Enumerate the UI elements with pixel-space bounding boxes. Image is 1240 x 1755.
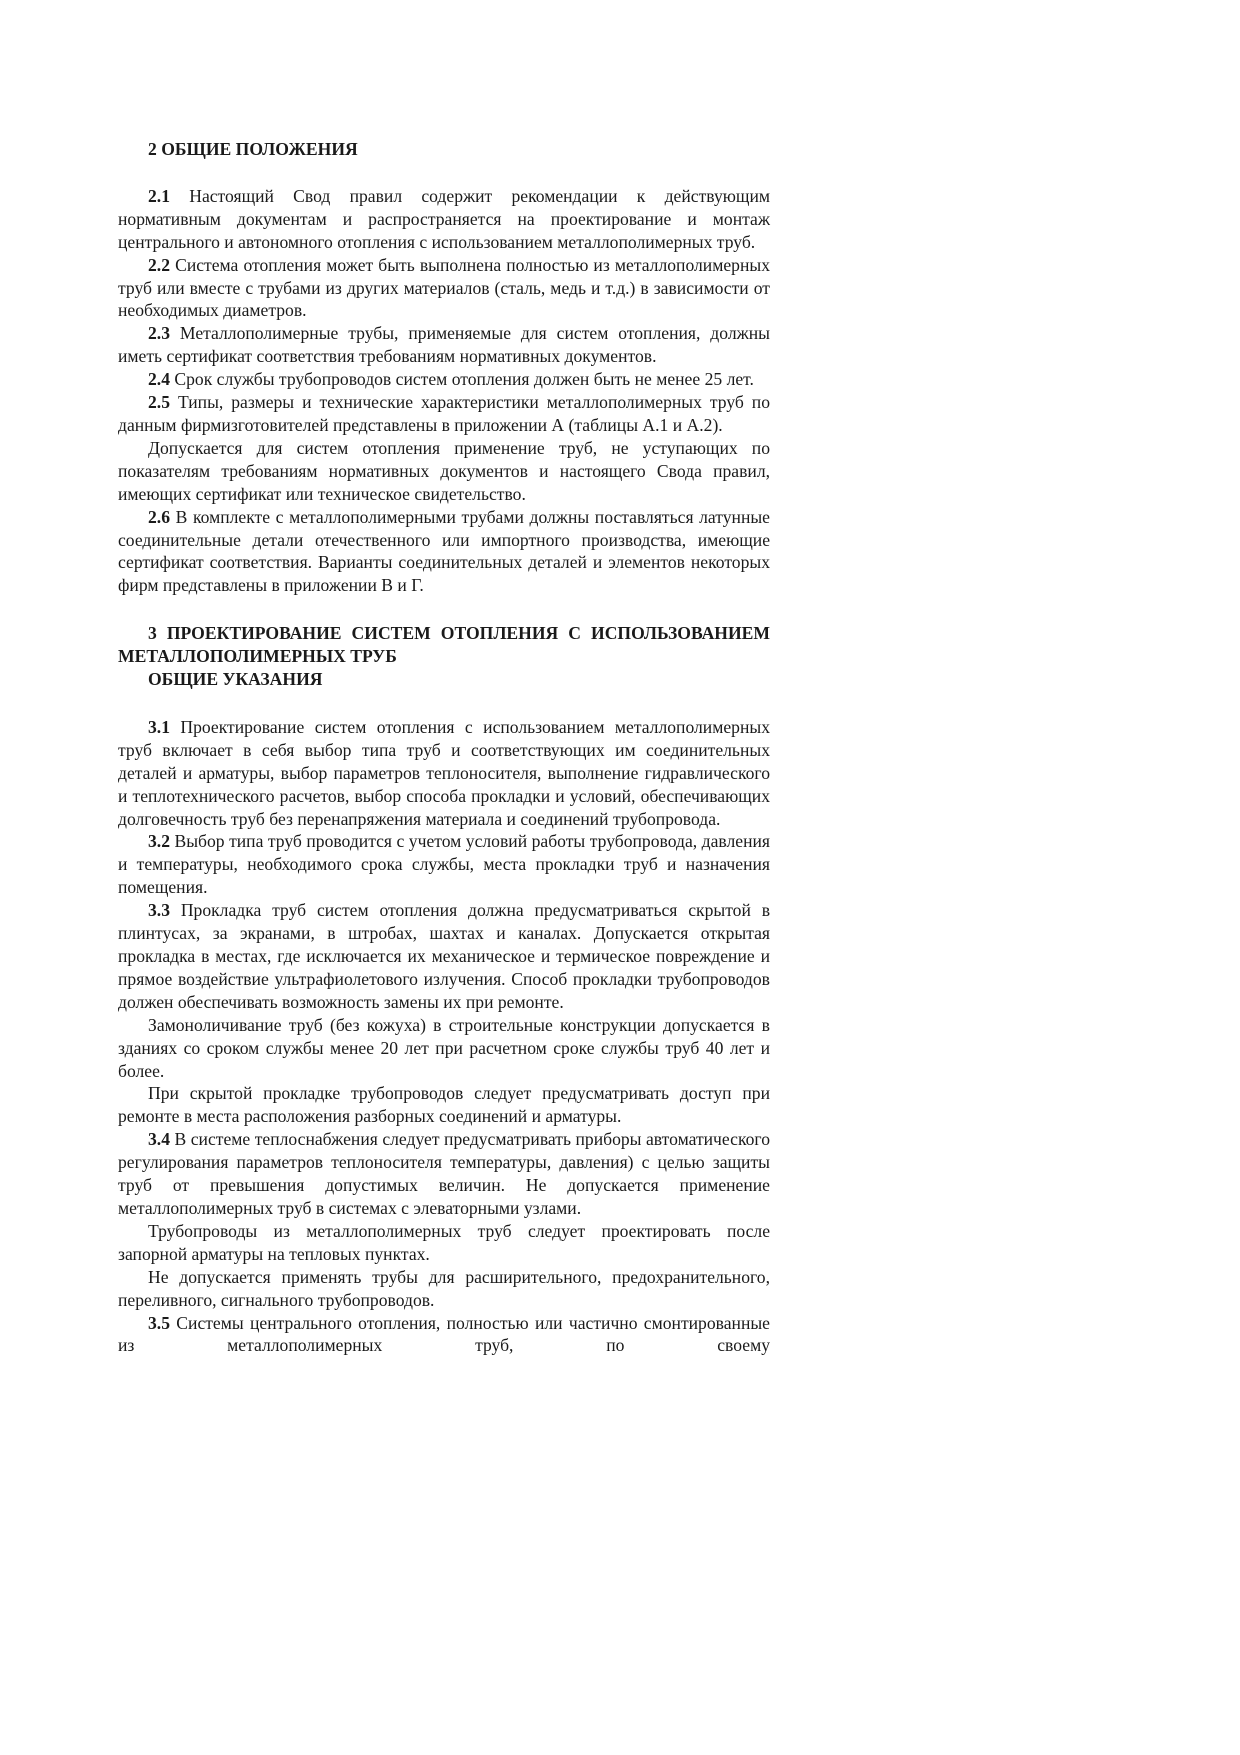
paragraph-text: Система отопления может быть выполнена полностью из металлополимерных труб или вместе с трубами из других материалов (сталь, медь и т.д.) в зависимости от необходимых диаметров. — [118, 254, 770, 321]
paragraph-number: 2.5 — [148, 392, 170, 413]
paragraph-3-3-note-2 — [118, 1082, 770, 1128]
paragraph-text: Металлополимерные трубы, применяемые для систем отопления, должны иметь сертификат соответствия требованиям нормативных документов. — [118, 323, 770, 367]
paragraph-number: 3.5 — [148, 1312, 170, 1333]
paragraph-number: 2.6 — [148, 506, 170, 527]
paragraph-number: 2.1 — [148, 185, 170, 206]
paragraph-2-5-note — [118, 437, 770, 506]
paragraph-3-4-note-2 — [118, 1266, 770, 1312]
paragraph-3-4 — [118, 1128, 770, 1220]
paragraph-number: 3.2 — [148, 831, 170, 852]
paragraph-3-1 — [118, 716, 770, 831]
section-2-heading: 2 ОБЩИЕ ПОЛОЖЕНИЯ — [148, 139, 358, 159]
paragraph-text: Допускается для систем отопления применение труб, не уступающих по показателям требованиям нормативных документов и настоящего Свода правил, имеющих сертификат или техническое свидетельство. — [118, 437, 770, 504]
paragraph-number: 2.4 — [148, 369, 170, 390]
paragraph-3-4-note-1 — [118, 1220, 770, 1266]
paragraph-number: 3.4 — [148, 1129, 170, 1150]
document-page — [118, 138, 770, 1357]
paragraph-text: Выбор типа труб проводится с учетом условий работы трубопровода, давления и температуры, необходимого срока службы, места прокладки труб и назначения помещения. — [118, 831, 770, 898]
paragraph-text: Срок службы трубопроводов систем отопления должен быть не менее 25 лет. — [170, 369, 754, 390]
paragraph-text: Прокладка труб систем отопления должна предусматриваться скрытой в плинтусах, за экранами, в штробах, шахтах и каналах. Допускается открытая прокладка в местах, где исключается их механическое и термическое повреждение и прямое воздействие ультрафиолетового излучения. Способ прокладки трубопроводов должен обеспечивать возможность замены их при ремонте. — [118, 900, 770, 1012]
paragraph-2-3 — [118, 322, 770, 368]
paragraph-text: При скрытой прокладке трубопроводов следует предусматривать доступ при ремонте в места расположения разборных соединений и арматуры. — [118, 1083, 770, 1127]
paragraph-text: Трубопроводы из металлополимерных труб следует проектировать после запорной арматуры на тепловых пунктах. — [118, 1220, 770, 1264]
paragraph-number: 3.1 — [148, 716, 170, 737]
paragraph-3-3-note-1 — [118, 1014, 770, 1083]
section-3-subheading: ОБЩИЕ УКАЗАНИЯ — [148, 669, 323, 690]
paragraph-text: Не допускается применять трубы для расширительного, предохранительного, переливного, сигнального трубопроводов. — [118, 1266, 770, 1310]
paragraph-2-1 — [118, 185, 770, 254]
paragraph-number: 3.3 — [148, 900, 170, 921]
section-3-body — [118, 716, 770, 1357]
section-2-body — [118, 185, 770, 597]
paragraph-2-2 — [118, 254, 770, 323]
section-3-heading: 3 ПРОЕКТИРОВАНИЕ СИСТЕМ ОТОПЛЕНИЯ С ИСПОЛЬЗОВАНИЕМ МЕТАЛЛОПОЛИМЕРНЫХ ТРУБ — [118, 623, 770, 667]
paragraph-text: Замоноличивание труб (без кожуха) в строительные конструкции допускается в зданиях со сроком службы менее 20 лет при расчетном сроке службы труб 40 лет и более. — [118, 1014, 770, 1081]
paragraph-text: Системы центрального отопления, полностью или частично смонтированные из металлополимерных труб, по своему — [118, 1312, 770, 1356]
paragraph-2-5 — [118, 391, 770, 437]
paragraph-text: В системе теплоснабжения следует предусматривать приборы автоматического регулирования параметров теплоносителя температуры, давления) с целью защиты труб от превышения допустимых величин. Не допускается применение металлополимерных труб в системах с элеваторными узлами. — [118, 1129, 770, 1218]
paragraph-2-4 — [118, 368, 770, 391]
paragraph-3-3 — [118, 899, 770, 1014]
paragraph-text: Типы, размеры и технические характеристики металлополимерных труб по данным фирмизготовителей представлены в приложении А (таблицы А.1 и А.2). — [118, 392, 770, 435]
paragraph-2-6 — [118, 506, 770, 598]
paragraph-number: 2.2 — [148, 254, 170, 275]
paragraph-3-5 — [118, 1312, 770, 1358]
paragraph-text: Проектирование систем отопления с использованием металлополимерных труб включает в себя выбор типа труб и соответствующих им соединительных деталей и арматуры, выбор параметров теплоносителя, выполнение гидравлического и теплотехнического расчетов, выбор способа прокладки и условий, обеспечивающих долговечность труб без перенапряжения материала и соединений трубопровода. — [118, 716, 770, 829]
paragraph-text: В комплекте с металлополимерными трубами должны поставляться латунные соединительные детали отечественного или импортного производства, имеющие сертификат соответствия. Варианты соединительных деталей и элементов некоторых фирм представлены в приложении В и Г. — [118, 506, 770, 596]
paragraph-text: Настоящий Свод правил содержит рекомендации к действующим нормативным документам и распространяется на проектирование и монтаж центрального и автономного отопления с использованием металлополимерных труб. — [118, 185, 770, 252]
paragraph-number: 2.3 — [148, 323, 170, 344]
paragraph-3-2 — [118, 830, 770, 899]
